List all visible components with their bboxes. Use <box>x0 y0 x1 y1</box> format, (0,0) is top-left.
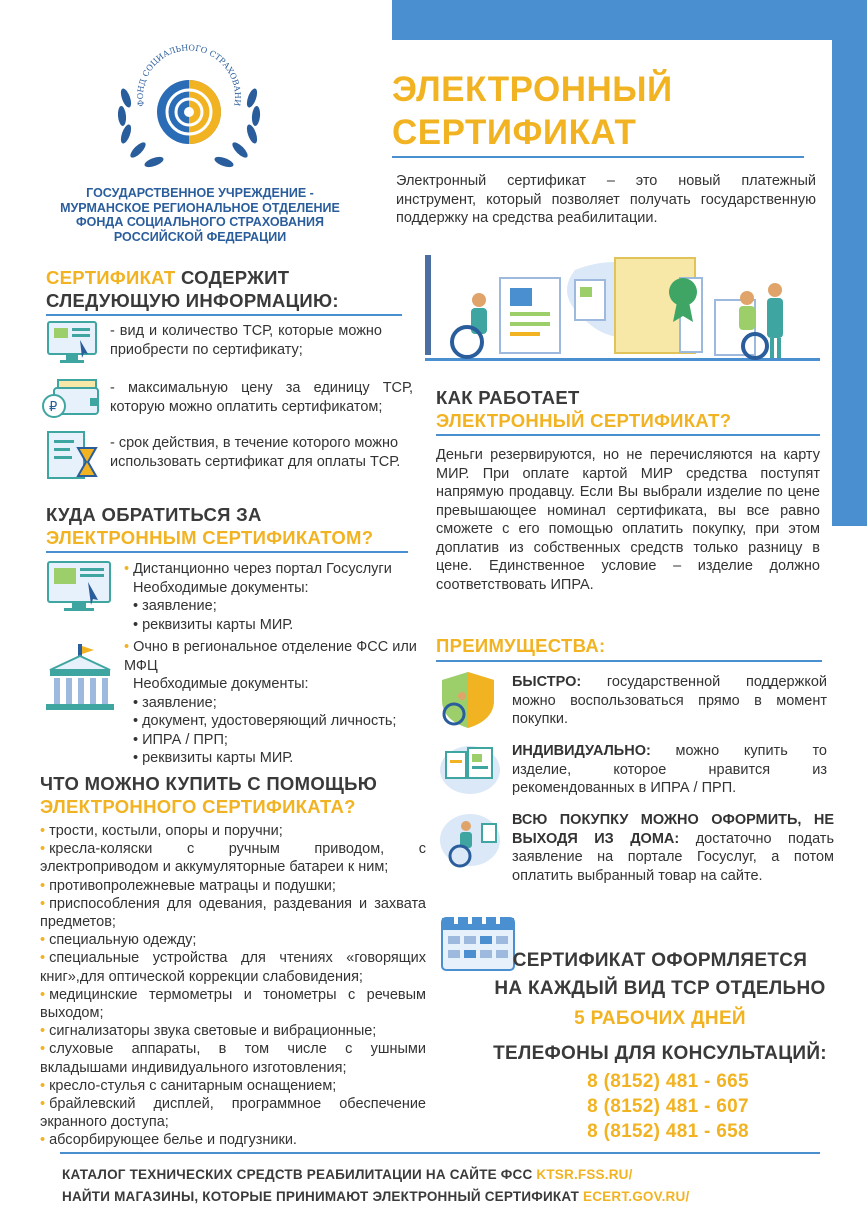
buy-item: • противопролежневые матрацы и подушки; <box>40 877 426 895</box>
contains-heading-accent: СЕРТИФИКАТ <box>46 267 176 288</box>
where-remote-doc: • реквизиты карты МИР. <box>124 616 424 635</box>
fss-logo <box>104 40 274 178</box>
where-remote <box>124 560 424 634</box>
buy-item: • кресла-коляски с ручным приводом, с электроприводом и аккумуляторные батареи к ним; <box>40 840 426 876</box>
footer-divider <box>60 1152 820 1154</box>
advantage-2-text: можно купить то изделие, которое нравится из рекомендованных в ИПРА / ПРП. <box>512 743 827 796</box>
how-heading-line1: КАК РАБОТАЕТ <box>436 387 580 408</box>
organization-name <box>40 186 360 244</box>
buy-item: • брайлевский дисплей, программное обеспечение экранного доступа; <box>40 1095 426 1131</box>
where-remote-docs-label: Необходимые документы: <box>133 579 309 596</box>
buy-item: • специальную одежду; <box>40 931 426 949</box>
right-blue-band <box>832 40 867 526</box>
advantage-1 <box>512 673 827 729</box>
org-line: ФОНДА СОЦИАЛЬНОГО СТРАХОВАНИЯ <box>76 215 324 229</box>
hero-illustration <box>425 250 820 362</box>
advantages-heading <box>436 634 605 657</box>
how-text: Деньги резервируются, но не перечисляются на карту МИР. При оплате картой МИР средства поступят напрямую продавцу. Если Вы выбрали изделие по цене превышающее номинал сертификата, вы все равно сможете с его помощью оплатить покупку, при этом доплатив из собственных средств только разницу в цене. Единственное условие – изделие должно соответствовать ИПРА. <box>436 447 820 593</box>
buy-item: • специальные устройства для чтениях «говорящих книг»,для оптической коррекции слабовидения; <box>40 949 426 985</box>
page-title <box>392 68 673 154</box>
buy-item: • слуховые аппараты, в том числе с ушными вкладышами индивидуального изготовления; <box>40 1040 426 1076</box>
buy-item: • сигнализаторы звука световые и вибрационные; <box>40 1022 426 1040</box>
footer-catalog-text: КАТАЛОГ ТЕХНИЧЕСКИХ СРЕДСТВ РЕАБИЛИТАЦИИ НА САЙТЕ ФСС <box>62 1167 533 1182</box>
advantage-2 <box>512 742 827 798</box>
title-divider <box>392 156 804 158</box>
how-heading-line2: ЭЛЕКТРОННЫЙ СЕРТИФИКАТ? <box>436 410 732 431</box>
computer-screen-icon <box>46 560 112 619</box>
org-line: МУРМАНСКОЕ РЕГИОНАЛЬНОЕ ОТДЕЛЕНИЕ <box>60 200 340 215</box>
issue-days: 5 РАБОЧИХ ДНЕЙ <box>574 1008 746 1029</box>
top-blue-band <box>392 0 867 40</box>
how-divider <box>436 434 820 436</box>
where-heading-line1: КУДА ОБРАТИТЬСЯ ЗА <box>46 504 262 525</box>
issue-line-2: НА КАЖДЫЙ ВИД ТСР ОТДЕЛЬНО <box>494 978 826 999</box>
footer-catalog <box>62 1167 633 1182</box>
phones-title: ТЕЛЕФОНЫ ДЛЯ КОНСУЛЬТАЦИЙ: <box>493 1043 827 1064</box>
advantages-divider <box>436 660 822 662</box>
contains-item-2: - максимальную цену за единицу ТСР, которую можно оплатить сертификатом; <box>110 380 413 415</box>
wallet-icon <box>40 374 102 425</box>
intro-text: Электронный сертификат – это новый платежный инструмент, который позволяет получать государственную поддержку на средства реабилитации. <box>396 173 816 226</box>
buy-heading <box>40 772 377 818</box>
advantages-heading-text: ПРЕИМУЩЕСТВА: <box>436 635 606 656</box>
buy-item: • кресло-стулья с санитарным оснащением; <box>40 1077 426 1095</box>
home-wheelchair-icon <box>438 810 502 875</box>
contains-divider <box>46 314 402 316</box>
buy-heading-line1: ЧТО МОЖНО КУПИТЬ С ПОМОЩЬЮ <box>40 773 378 794</box>
how-heading <box>436 386 731 432</box>
footer-shops-link[interactable]: ECERT.GOV.RU/ <box>583 1189 690 1204</box>
issue-line-1: СЕРТИФИКАТ ОФОРМЛЯЕТСЯ <box>512 950 808 971</box>
org-line: ГОСУДАРСТВЕННОЕ УЧРЕЖДЕНИЕ - <box>86 186 314 200</box>
buy-heading-line2: ЭЛЕКТРОННОГО СЕРТИФИКАТА? <box>40 796 356 817</box>
advantage-3-text: достаточно подать заявление на портале Госуслуг, а потом оплатить выбранный товар на сайте. <box>512 830 835 884</box>
buy-item: • медицинские термометры и тонометры с речевым выходом; <box>40 986 426 1022</box>
shield-wheelchair-icon <box>438 670 502 735</box>
advantage-1-text: государственной поддержкой можно воспользоваться прямо в момент покупки. <box>512 674 827 727</box>
where-divider <box>46 551 408 553</box>
contains-item-3: - срок действия, в течение которого можно использовать сертификат для оплаты ТСР. <box>110 435 401 470</box>
org-line: РОССИЙСКОЙ ФЕДЕРАЦИИ <box>113 229 287 244</box>
logo-ring-text: ФОНД СОЦИАЛЬНОГО СТРАХОВАНИ <box>135 43 243 108</box>
where-office-doc: • реквизиты карты МИР. <box>124 749 434 768</box>
advantage-3-head: ВСЮ ПОКУПКУ МОЖНО ОФОРМИТЬ, НЕ ВЫХОДЯ ИЗ ДОМА: <box>512 812 834 847</box>
government-building-icon <box>44 642 116 719</box>
footer-shops-text: НАЙТИ МАГАЗИНЫ, КОТОРЫЕ ПРИНИМАЮТ ЭЛЕКТРОННЫЙ СЕРТИФИКАТ <box>62 1189 580 1204</box>
where-remote-doc: • заявление; <box>124 597 424 616</box>
footer-catalog-link[interactable]: KTSR.FSS.RU/ <box>536 1167 633 1182</box>
monitors-icon <box>438 740 502 801</box>
where-office-doc: • документ, удостоверяющий личность; <box>124 712 434 731</box>
advantage-3 <box>512 811 834 885</box>
where-office-docs-label: Необходимые документы: <box>133 676 309 692</box>
advantage-2-head: ИНДИВИДУАЛЬНО: <box>512 743 651 759</box>
where-heading <box>46 503 373 549</box>
where-heading-line2: ЭЛЕКТРОННЫМ СЕРТИФИКАТОМ? <box>46 527 374 548</box>
footer-shops <box>62 1189 689 1204</box>
advantage-1-head: БЫСТРО: <box>512 674 582 690</box>
buy-list <box>40 822 426 1150</box>
where-office-doc: • заявление; <box>124 694 434 713</box>
where-office <box>124 638 434 768</box>
phone-number[interactable]: 8 (8152) 481 - 665 <box>587 1071 749 1092</box>
buy-item: • трости, костыли, опоры и поручни; <box>40 822 426 840</box>
svg-text:₽: ₽ <box>49 400 58 415</box>
title-line-2: СЕРТИФИКАТ <box>392 113 637 152</box>
phone-number[interactable]: 8 (8152) 481 - 607 <box>587 1096 749 1117</box>
contains-heading-line2: СЛЕДУЮЩУЮ ИНФОРМАЦИЮ: <box>46 290 339 311</box>
contains-heading <box>46 266 339 312</box>
hourglass-document-icon <box>46 430 100 487</box>
title-line-1: ЭЛЕКТРОННЫЙ <box>392 70 673 109</box>
phone-number[interactable]: 8 (8152) 481 - 658 <box>587 1121 749 1142</box>
where-office-doc: • ИПРА / ПРП; <box>124 731 434 750</box>
where-office-head: • Очно в региональное отделение ФСС или МФЦ <box>124 638 434 675</box>
contains-item-1: - вид и количество ТСР, которые можно приобрести по сертификату; <box>110 323 382 358</box>
buy-item: • абсорбирующее белье и подгузники. <box>40 1131 426 1149</box>
monitor-icon <box>46 320 98 369</box>
contains-heading-rest: СОДЕРЖИТ <box>175 267 290 288</box>
where-remote-head: • Дистанционно через портал Госуслуги <box>124 560 424 579</box>
buy-item: • приспособления для одевания, раздевания и захвата предметов; <box>40 895 426 931</box>
